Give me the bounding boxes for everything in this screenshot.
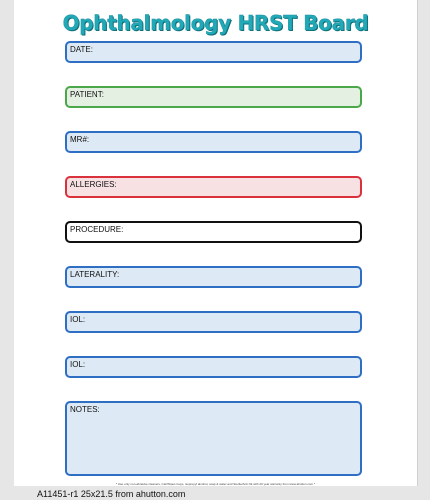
notes-label: NOTES: [70,405,100,414]
hrst-board [14,0,418,486]
laterality-field[interactable] [65,266,362,288]
procedure-field[interactable] [65,221,362,243]
mr-number-label: MR#: [70,135,90,144]
iol-label-1: IOL: [70,315,86,324]
mr-number-field[interactable] [65,131,362,153]
laterality-label: LATERALITY: [70,270,120,279]
allergies-label: ALLERGIES: [70,180,117,189]
care-instructions: * Use only non-abrasive cleaners, Car/Wipes Guys, isopropyl alcohol, soap & water and Sterile/Anti Ok with 20 year warranty from www.ahutton.com * [115,482,316,486]
allergies-field[interactable] [65,176,362,198]
date-label: DATE: [70,45,93,54]
patient-field[interactable] [65,86,362,108]
iol-field-1[interactable] [65,311,362,333]
notes-field[interactable] [65,401,362,476]
date-field[interactable] [65,41,362,63]
patient-label: PATIENT: [70,90,104,99]
board-title: Ophthalmology HRST Board [62,11,369,35]
iol-field-2[interactable] [65,356,362,378]
product-code: A11451-r1 25x21.5 from ahutton.com [37,489,186,499]
iol-label-2: IOL: [70,360,86,369]
procedure-label: PROCEDURE: [70,225,124,234]
